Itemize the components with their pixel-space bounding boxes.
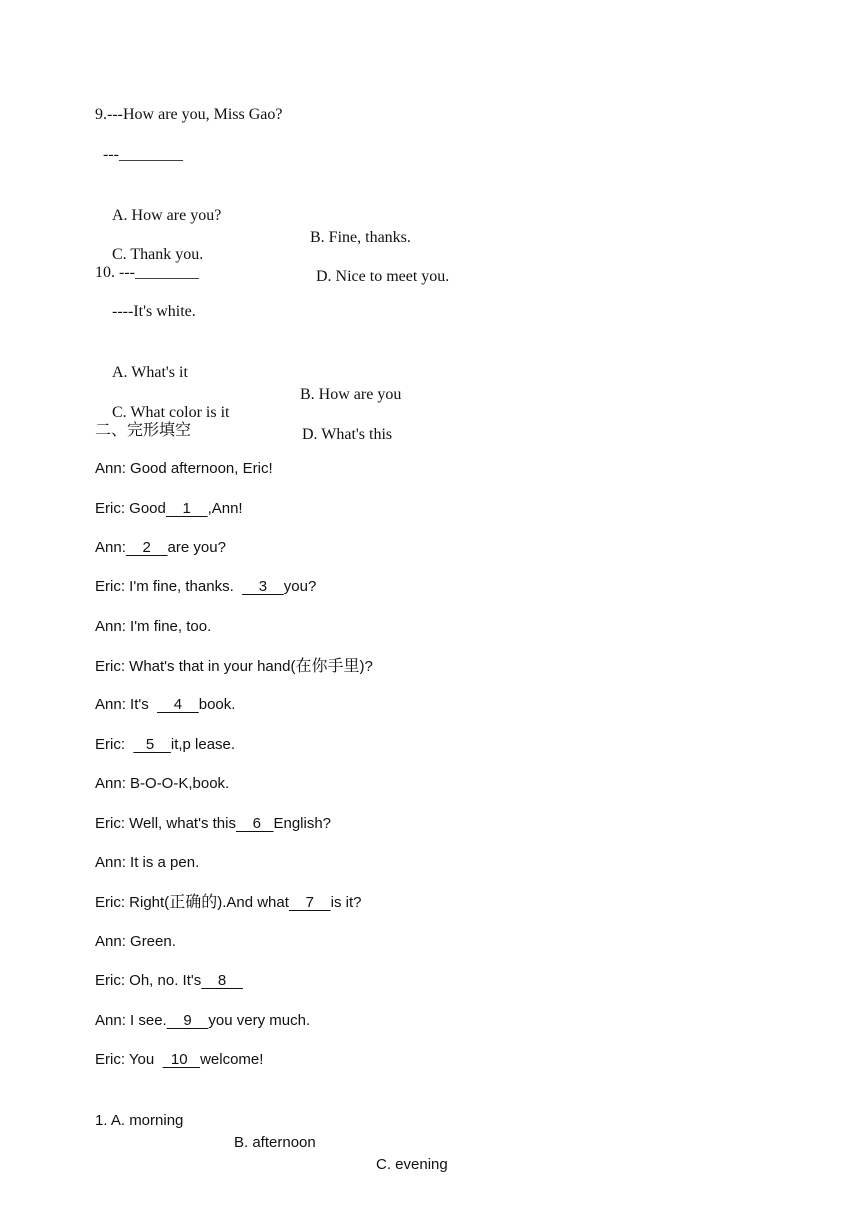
cloze-question-1-option-b: B. afternoon — [234, 1134, 316, 1151]
question-10-stem: 10. ---________ — [95, 264, 199, 281]
cloze-line-14 — [95, 970, 243, 992]
cloze-line-12-text: Eric: Right( — [95, 894, 170, 911]
cloze-line-12 — [95, 891, 361, 913]
cloze-line-2-text: Eric: Good — [95, 500, 166, 517]
cloze-blank-7: 7 — [288, 894, 331, 911]
cloze-line-6-text: Eric: What's that in your hand( — [95, 658, 296, 675]
cloze-line-3-text: Ann: — [95, 539, 126, 556]
cloze-line-16-text: Eric: You — [95, 1051, 163, 1068]
cloze-line-1: Ann: Good afternoon, Eric! — [95, 460, 273, 477]
cloze-line-15-tail: you very much. — [208, 1012, 311, 1029]
cloze-line-8-tail: it,p lease. — [170, 736, 236, 753]
cloze-line-3-tail: are you? — [167, 539, 226, 556]
cloze-line-15-text: Ann: I see. — [95, 1012, 167, 1029]
cloze-question-1-option-a: 1. A. morning — [95, 1112, 184, 1129]
cloze-line-16 — [95, 1049, 263, 1071]
cloze-line-15 — [95, 1010, 310, 1032]
cloze-blank-9: 9 — [166, 1012, 209, 1029]
cloze-line-10-tail: English? — [273, 815, 332, 832]
question-10-option-d: D. What's this — [302, 426, 393, 443]
cloze-blank-3: 3 — [242, 578, 284, 595]
cloze-line-6-tail: )? — [359, 658, 373, 675]
question-9-option-d: D. Nice to meet you. — [316, 268, 450, 285]
question-10-answer-line: ----It's white. — [112, 303, 196, 320]
cloze-line-8 — [95, 734, 235, 756]
cloze-blank-1: 1 — [165, 500, 208, 517]
cloze-line-10 — [95, 813, 331, 835]
cloze-blank-5: 5 — [133, 736, 171, 753]
cloze-line-3 — [95, 537, 226, 559]
cloze-line-10-text: Eric: Well, what's this — [95, 815, 236, 832]
question-9-option-a: A. How are you? — [112, 207, 222, 224]
cloze-line-6 — [95, 655, 373, 677]
cloze-line-13: Ann: Green. — [95, 933, 176, 950]
question-10-option-b: B. How are you — [300, 386, 402, 403]
cloze-line-14-text: Eric: Oh, no. It's — [95, 972, 202, 989]
cloze-line-7 — [95, 694, 235, 716]
cloze-blank-2: 2 — [125, 539, 168, 556]
question-10-option-a: A. What's it — [112, 364, 188, 381]
cloze-line-9: Ann: B-O-O-K,book. — [95, 775, 230, 792]
question-10-options-row-1 — [0, 340, 860, 403]
section-2-heading: 二、完形填空 — [95, 420, 192, 439]
cloze-line-12-mid: ).And what — [217, 894, 289, 911]
question-9-option-c: C. Thank you. — [112, 246, 204, 263]
cloze-question-1-option-c: C. evening — [376, 1156, 448, 1173]
cloze-line-2-tail: ,Ann! — [207, 500, 243, 517]
cloze-blank-8: 8 — [201, 972, 243, 989]
cloze-blank-4: 4 — [157, 696, 199, 713]
cloze-line-5: Ann: I'm fine, too. — [95, 618, 212, 635]
cloze-line-16-tail: welcome! — [200, 1051, 264, 1068]
question-9-options-row-1 — [0, 183, 860, 246]
question-9-option-b: B. Fine, thanks. — [310, 229, 411, 246]
cloze-line-8-text: Eric: — [95, 736, 134, 753]
cloze-line-12-gloss: 正确的 — [169, 892, 218, 911]
cloze-line-7-text: Ann: It's — [95, 696, 158, 713]
question-9-answer-line: ---________ — [103, 146, 183, 163]
question-9-stem: 9.---How are you, Miss Gao? — [95, 106, 283, 123]
cloze-line-2 — [95, 498, 243, 520]
cloze-line-4 — [95, 576, 316, 598]
cloze-line-4-tail: you? — [283, 578, 317, 595]
question-10-option-c: C. What color is it — [112, 404, 230, 421]
cloze-blank-6: 6 — [235, 815, 274, 832]
cloze-line-7-tail: book. — [198, 696, 236, 713]
cloze-line-12-tail: is it? — [330, 894, 362, 911]
cloze-question-1-options — [0, 1088, 860, 1173]
cloze-line-4-text: Eric: I'm fine, thanks. — [95, 578, 243, 595]
cloze-blank-10: 10 — [162, 1051, 201, 1068]
cloze-line-6-gloss: 在你手里 — [295, 656, 360, 675]
cloze-line-11: Ann: It is a pen. — [95, 854, 200, 871]
